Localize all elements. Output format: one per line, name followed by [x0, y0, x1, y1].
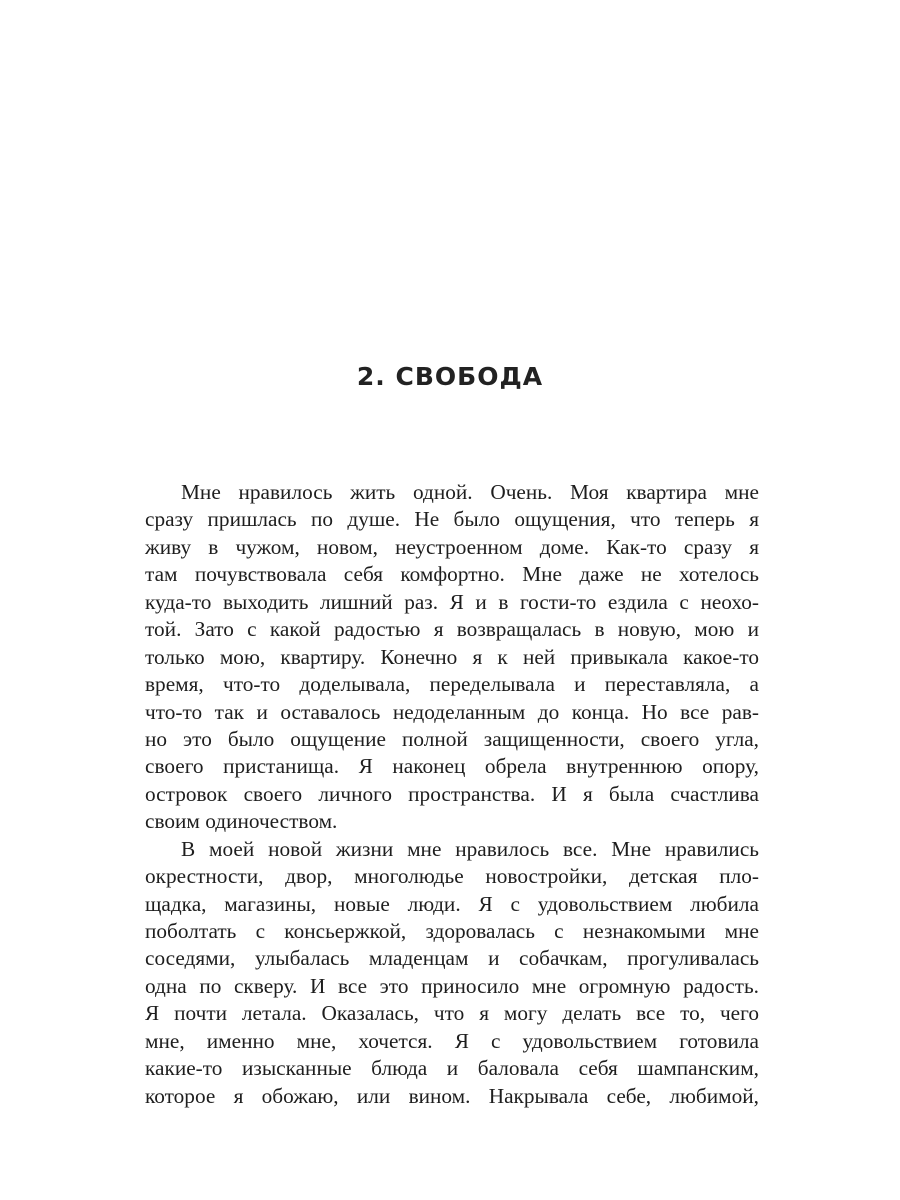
text-line: В моей новой жизни мне нравилось все. Мне нравились [181, 836, 759, 861]
body-text [145, 479, 759, 1110]
text-line: но это было ощущение полной защищенности, своего угла, [145, 726, 759, 751]
text-line: что-то так и оставалось недоделанным до конца. Но все рав- [145, 699, 759, 724]
text-line: островок своего личного пространства. И я была счастлива [145, 781, 759, 806]
text-line: окрестности, двор, многолюдье новостройки, детская пло- [145, 864, 759, 889]
chapter-title: 2. СВОБОДА [356, 362, 544, 391]
text-line: только мою, квартиру. Конечно я к ней привыкала какое-то [145, 644, 759, 669]
text-line: мне, именно мне, хочется. Я с удовольствием готовила [145, 1028, 759, 1053]
text-line: которое я обожаю, или вином. Накрывала себе, любимой, [145, 1083, 759, 1108]
text-line: поболтать с консьержкой, здоровалась с незнакомыми мне [145, 919, 759, 943]
text-line: сразу пришлась по душе. Не было ощущения, что теперь я [145, 507, 759, 532]
text-line: Мне нравилось жить одной. Очень. Моя квартира мне [181, 480, 759, 504]
text-line: Я почти летала. Оказалась, что я могу делать все то, чего [145, 1001, 759, 1026]
text-line: щадка, магазины, новые люди. Я с удовольствием любила [145, 891, 759, 916]
text-line: одна по скверу. И все это приносило мне огромную радость. [145, 973, 759, 998]
text-line: живу в чужом, новом, неустроенном доме. Как-то сразу я [145, 534, 759, 559]
text-line: куда-то выходить лишний раз. Я и в гости-то ездила с неохо- [145, 589, 759, 614]
text-line: соседями, улыбалась младенцам и собачкам, прогуливалась [145, 946, 759, 971]
text-line: время, что-то доделывала, переделывала и переставляла, а [145, 672, 759, 697]
text-line: той. Зато с какой радостью я возвращалась в новую, мою и [145, 617, 759, 642]
text-line: своим одиночеством. [145, 809, 338, 834]
text-line: там почувствовала себя комфортно. Мне даже не хотелось [145, 562, 759, 587]
text-line: своего пристанища. Я наконец обрела внутреннюю опору, [145, 754, 759, 779]
text-line: какие-то изысканные блюда и баловала себя шампанским, [145, 1056, 759, 1081]
